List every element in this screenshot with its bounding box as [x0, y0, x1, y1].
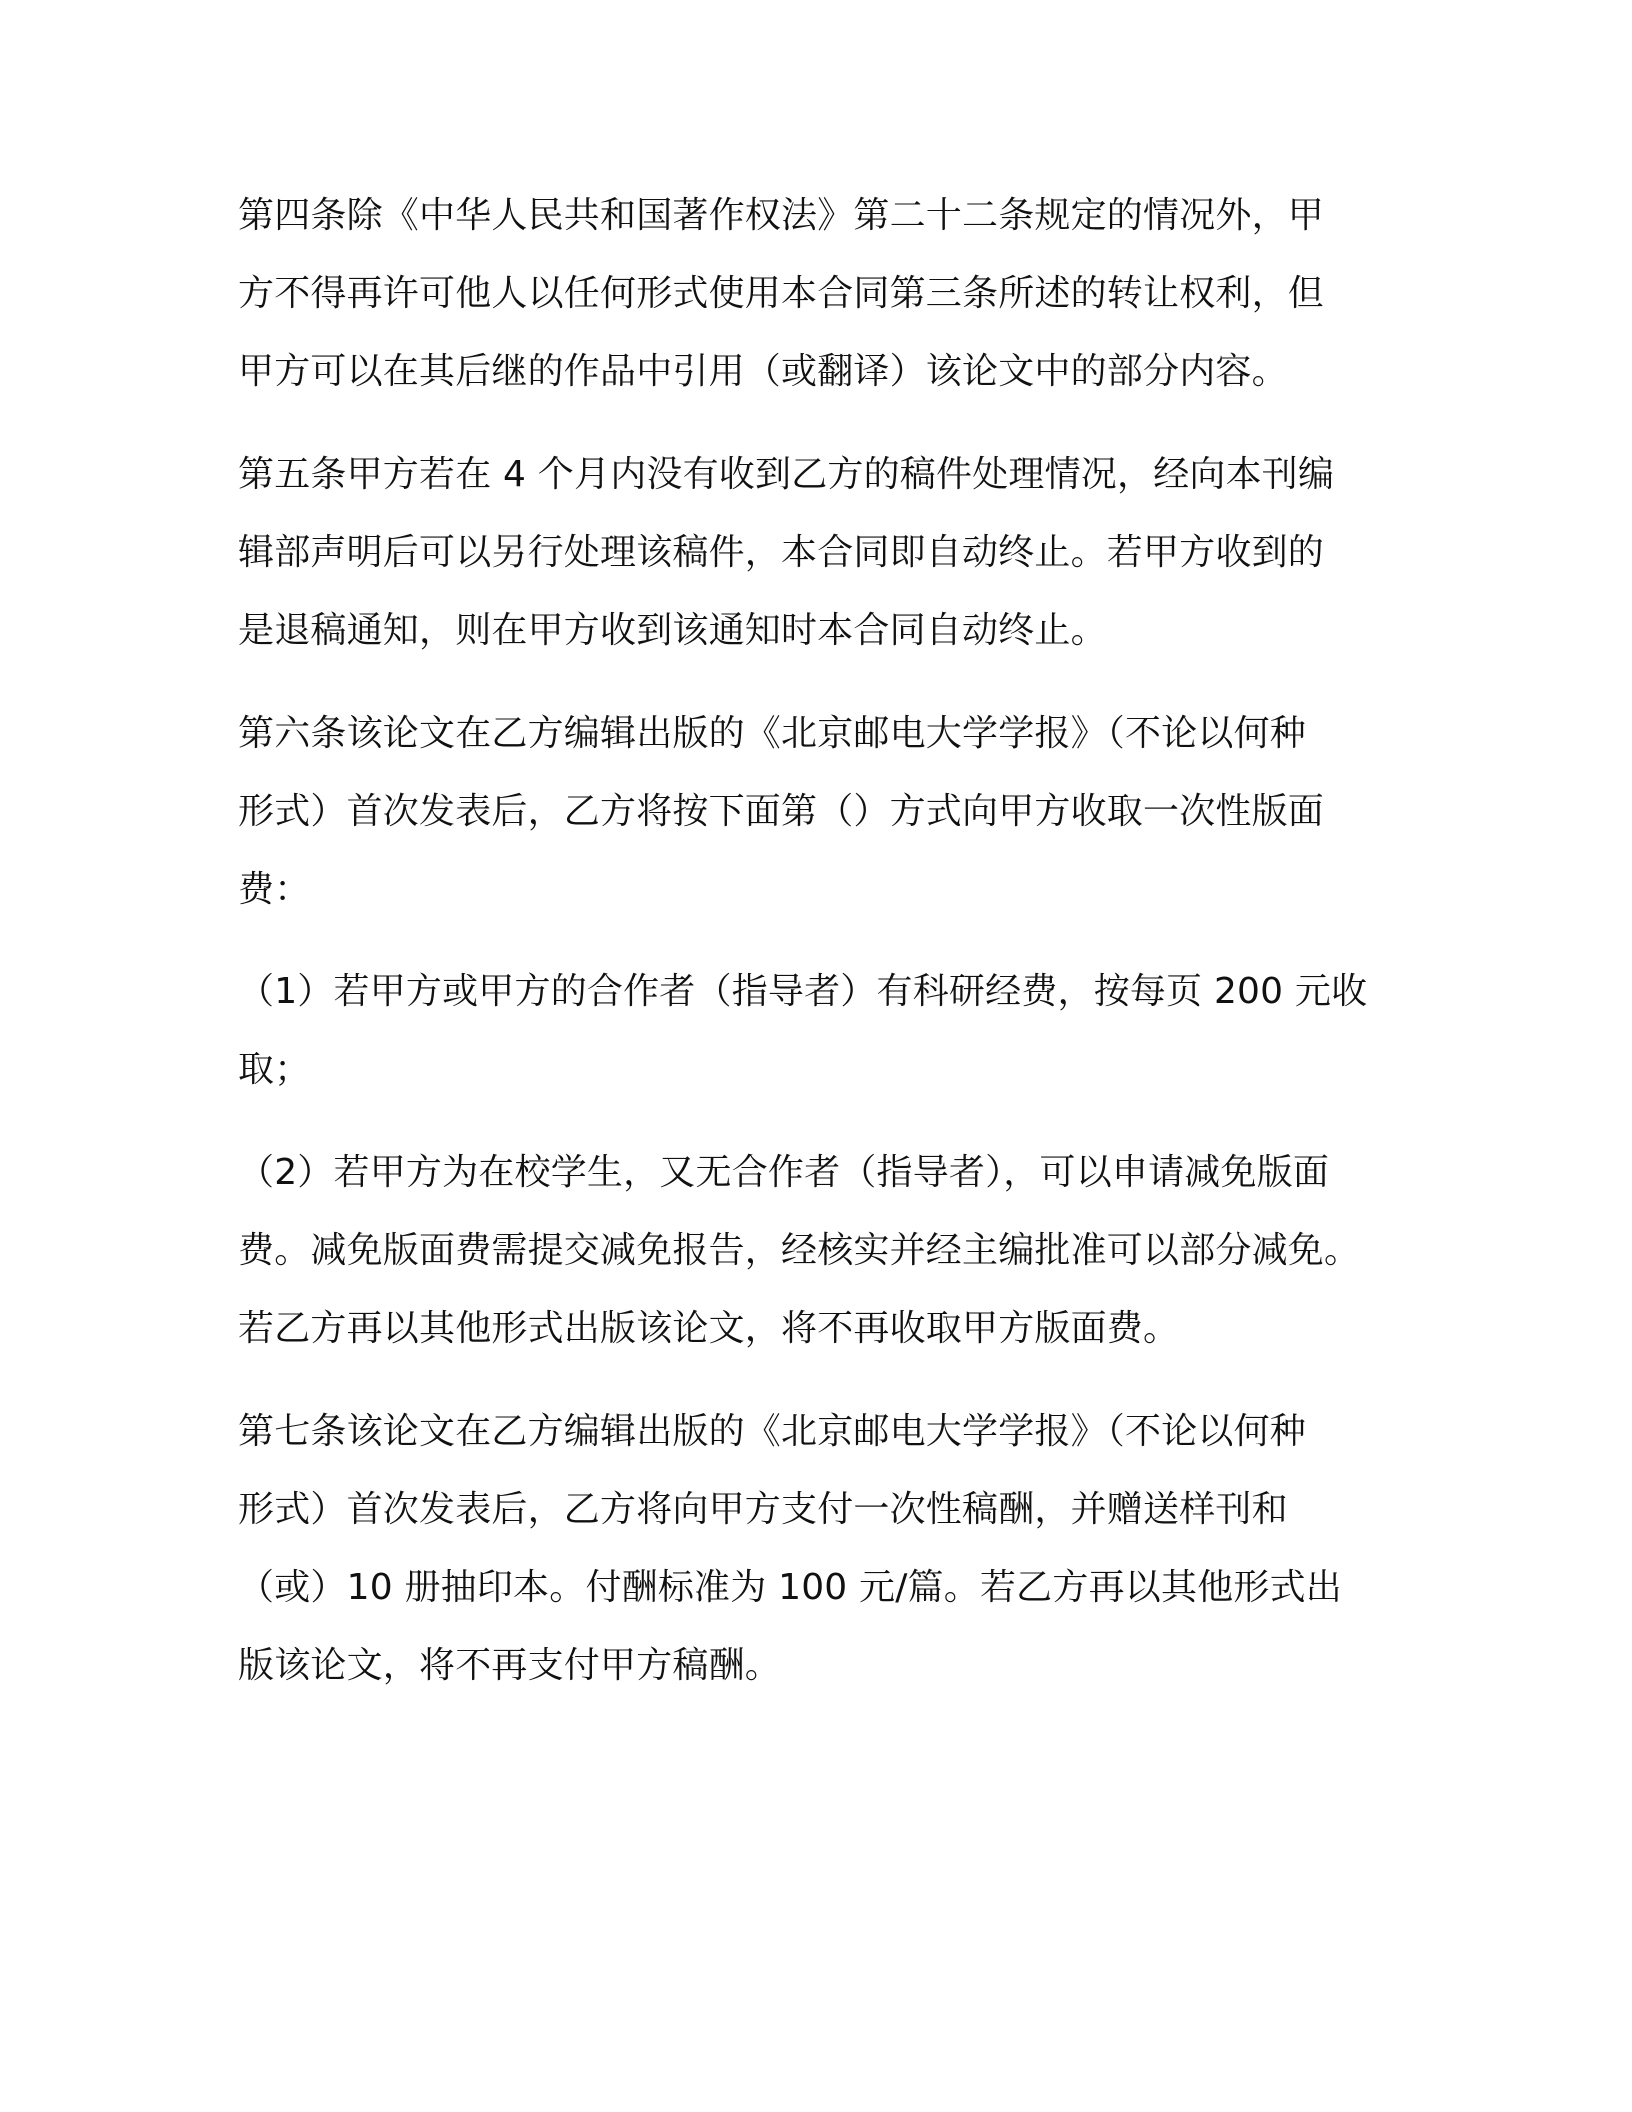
article-6-item-2-line-1: （2）若甲方为在校学生，又无合作者（指导者），可以申请减免版面 — [238, 1152, 1330, 1193]
article-6-item-1-line-1: （1）若甲方或甲方的合作者（指导者）有科研经费，按每页 200 元收 — [238, 971, 1368, 1012]
article-4-line-1: 第四条除《中华人民共和国著作权法》第二十二条规定的情况外，甲 — [238, 195, 1325, 236]
article-6-line-2: 形式）首次发表后，乙方将按下面第（）方式向甲方收取一次性版面 — [238, 791, 1325, 832]
article-6-item-2-line-2: 费。减免版面费需提交减免报告，经核实并经主编批准可以部分减免。 — [238, 1230, 1361, 1271]
article-7-line-2: 形式）首次发表后，乙方将向甲方支付一次性稿酬，并赠送样刊和 — [238, 1489, 1288, 1530]
article-7-line-1: 第七条该论文在乙方编辑出版的《北京邮电大学学报》（不论以何种 — [238, 1411, 1307, 1452]
article-7-line-4: 版该论文，将不再支付甲方稿酬。 — [238, 1645, 782, 1686]
article-6-item-1-line-2: 取； — [238, 1049, 311, 1090]
article-5-line-1: 第五条甲方若在 4 个月内没有收到乙方的稿件处理情况，经向本刊编 — [238, 454, 1335, 495]
article-5-line-2: 辑部声明后可以另行处理该稿件，本合同即自动终止。若甲方收到的 — [238, 532, 1325, 573]
article-5-line-3: 是退稿通知，则在甲方收到该通知时本合同自动终止。 — [238, 610, 1107, 651]
article-4-line-3: 甲方可以在其后继的作品中引用（或翻译）该论文中的部分内容。 — [238, 351, 1288, 392]
article-6-item-2-line-3: 若乙方再以其他形式出版该论文，将不再收取甲方版面费。 — [238, 1308, 1180, 1349]
article-7-line-3: （或）10 册抽印本。付酬标准为 100 元/篇。若乙方再以其他形式出 — [238, 1567, 1342, 1608]
article-6-line-1: 第六条该论文在乙方编辑出版的《北京邮电大学学报》（不论以何种 — [238, 713, 1307, 754]
article-6-line-3: 费： — [238, 869, 311, 910]
article-4-line-2: 方不得再许可他人以任何形式使用本合同第三条所述的转让权利，但 — [238, 273, 1325, 314]
